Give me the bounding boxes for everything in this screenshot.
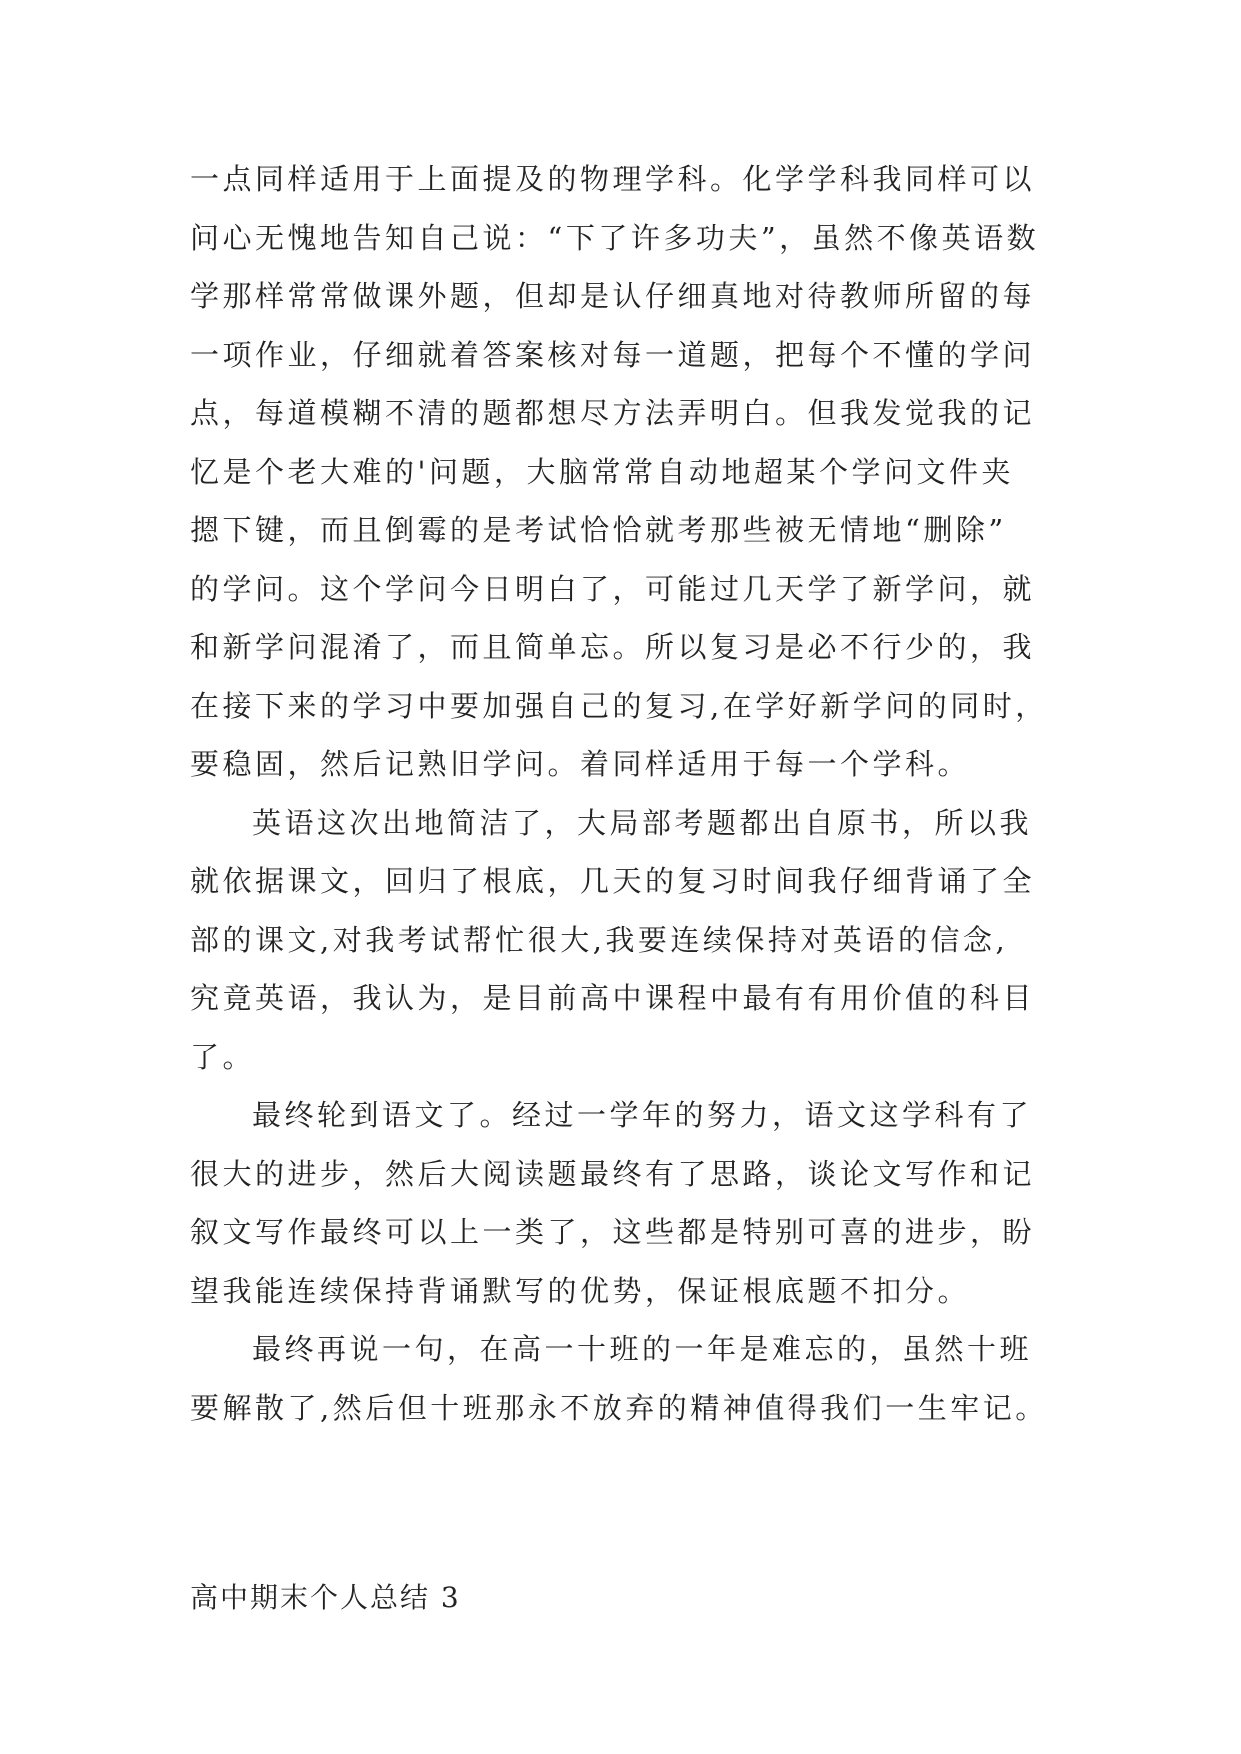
text-line: 了。: [190, 1039, 256, 1074]
text-line: 点，每道模糊不清的题都想尽方法弄明白。但我发觉我的记: [190, 396, 1036, 430]
text-line: 英语这次出地简洁了，大局部考题都出自原书，所以我: [252, 805, 1033, 840]
section-heading: 高中期末个人总结 3: [190, 1581, 461, 1614]
text-line: 就依据课文，回归了根底，几天的复习时间我仔细背诵了全: [190, 864, 1036, 898]
text-line: 一项作业，仔细就着答案核对每一道题，把每个不懂的学问: [190, 337, 1036, 372]
text-line: 很大的进步，然后大阅读题最终有了思路，谈论文写作和记: [190, 1156, 1036, 1191]
text-line: 要稳固，然后记熟旧学问。着同样适用于每一个学科。: [190, 747, 971, 781]
document-body: [190, 150, 1054, 1437]
text-line: 望我能连续保持背诵默写的优势，保证根底题不扣分。: [190, 1273, 971, 1308]
text-line: 在接下来的学习中要加强自己的复习,在学好新学问的同时，: [190, 688, 1048, 723]
text-line: 忆是个老大难的'问题，大脑常常自动地超某个学问文件夹: [190, 454, 1014, 489]
text-line: 学那样常常做课外题，但却是认仔细真地对待教师所留的每: [190, 279, 1036, 313]
text-line: 究竟英语，我认为，是目前高中课程中最有有用价值的科目: [190, 981, 1036, 1015]
text-line: 的学问。这个学问今日明白了，可能过几天学了新学问，就: [190, 571, 1036, 606]
paragraph-closing: [190, 1320, 1054, 1437]
text-line: 部的课文,对我考试帮忙很大,我要连续保持对英语的信念,: [190, 922, 1009, 957]
text-line: 叙文写作最终可以上一类了，这些都是特别可喜的进步，盼: [190, 1215, 1036, 1249]
text-line: 摁下键，而且倒霉的是考试恰恰就考那些被无情地“删除”: [190, 513, 1007, 547]
text-line: 问心无愧地告知自己说：“下了许多功夫”，虽然不像英语数: [190, 220, 1040, 255]
text-line: 最终轮到语文了。经过一学年的努力，语文这学科有了: [252, 1098, 1033, 1132]
text-line: 和新学问混淆了，而且简单忘。所以复习是必不行少的，我: [190, 630, 1036, 664]
paragraph-chemistry: [190, 150, 1054, 794]
text-line: 一点同样适用于上面提及的物理学科。化学学科我同样可以: [190, 162, 1036, 196]
text-line: 最终再说一句，在高一十班的一年是难忘的，虽然十班: [252, 1332, 1033, 1366]
text-line: 要解散了,然后但十班那永不放弃的精神值得我们一生牢记。: [190, 1390, 1048, 1425]
paragraph-chinese: [190, 1086, 1054, 1320]
paragraph-english: [190, 794, 1054, 1087]
